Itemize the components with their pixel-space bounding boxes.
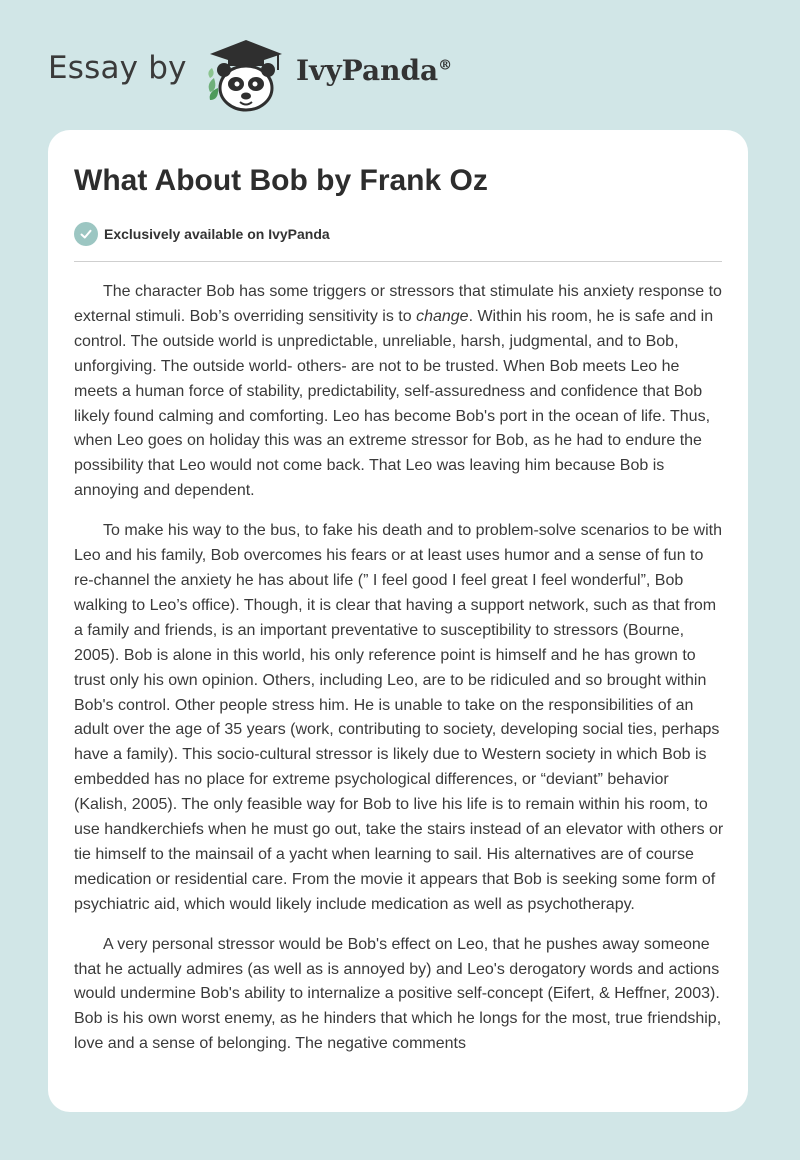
divider xyxy=(74,261,722,262)
brand-text: IvyPanda xyxy=(296,54,439,87)
site-header xyxy=(48,32,648,112)
registered-mark: ® xyxy=(438,57,453,74)
essay-title: What About Bob by Frank Oz xyxy=(74,164,488,197)
essay-body xyxy=(74,280,724,1072)
emphasis-text: change xyxy=(416,307,469,325)
paragraph xyxy=(74,280,724,504)
brand-name[interactable] xyxy=(296,54,452,87)
paragraph: To make his way to the bus, to fake his death and to problem-solve scenarios to be with Leo and his family, Bob overcomes his fears or at least uses humor and a sense of fun to re-channel the anxiety he has about life (” I feel good I feel great I feel wonderful”, Bob walking to Leo’s office). Though, it is clear that having a support network, such as that from a family and friends, is an important preventative to susceptibility to stressors (Bourne, 2005). Bob is alone in this world, his only reference point is himself and he has grown to trust only his own opinion. Others, including Leo, are to be ridiculed and so brought within Bob's control. Other people stress him. He is unable to take on the responsibilities of an adult over the age of 35 years (work, contributing to society, developing social ties, perhaps have a family). This socio-cultural stressor is likely due to Western society in which Bob is embedded has no place for extreme psychological differences, or “deviant” behavior (Kalish, 2005). The only feasible way for Bob to live his life is to remain within his room, to use handkerchiefs when he must go out, take the stairs instead of an elevator with others or tie himself to the mainsail of a yacht when learning to sail. His alternatives are of course medication or residential care. From the movie it appears that Bob is seeking some form of psychiatric aid, which would likely include medication as well as psychotherapy. xyxy=(74,522,724,913)
essay-by-label: Essay by xyxy=(48,50,187,86)
exclusive-badge xyxy=(74,222,330,246)
panda-graduate-icon[interactable] xyxy=(198,32,288,112)
essay-card xyxy=(48,130,748,1112)
exclusive-badge-label: Exclusively available on IvyPanda xyxy=(104,226,330,242)
check-circle-icon xyxy=(74,222,98,246)
paragraph: A very personal stressor would be Bob's effect on Leo, that he pushes away someone that he actually admires (as well as is annoyed by) and Leo's derogatory words and actions would undermine Bob's ability to internalize a positive self-concept (Eifert, & Heffner, 2003). Bob is his own worst enemy, as he hinders that which he longs for the most, true friendship, love and a sense of belonging. The negative comments xyxy=(74,935,722,1053)
paragraph-text: . Within his room, he is safe and in control. The outside world is unpredictable, unreliable, harsh, judgmental, and to Bob, unforgiving. The outside world- others- are not to be trusted. When Bob meets Leo he meets a human force of stability, predictability, self-assuredness and confidence that Bob likely found calming and comforting. Leo has become Bob's port in the ocean of life. Thus, when Leo goes on holiday this was an extreme stressor for Bob, as he had to endure the possibility that Leo would not come back. That Leo was leaving him because Bob is annoying and dependent. xyxy=(74,307,714,500)
paragraph-text: The character Bob has some triggers or stressors that stimulate his anxiety response to external stimuli. Bob’s overriding sensitivity is to xyxy=(74,283,722,325)
